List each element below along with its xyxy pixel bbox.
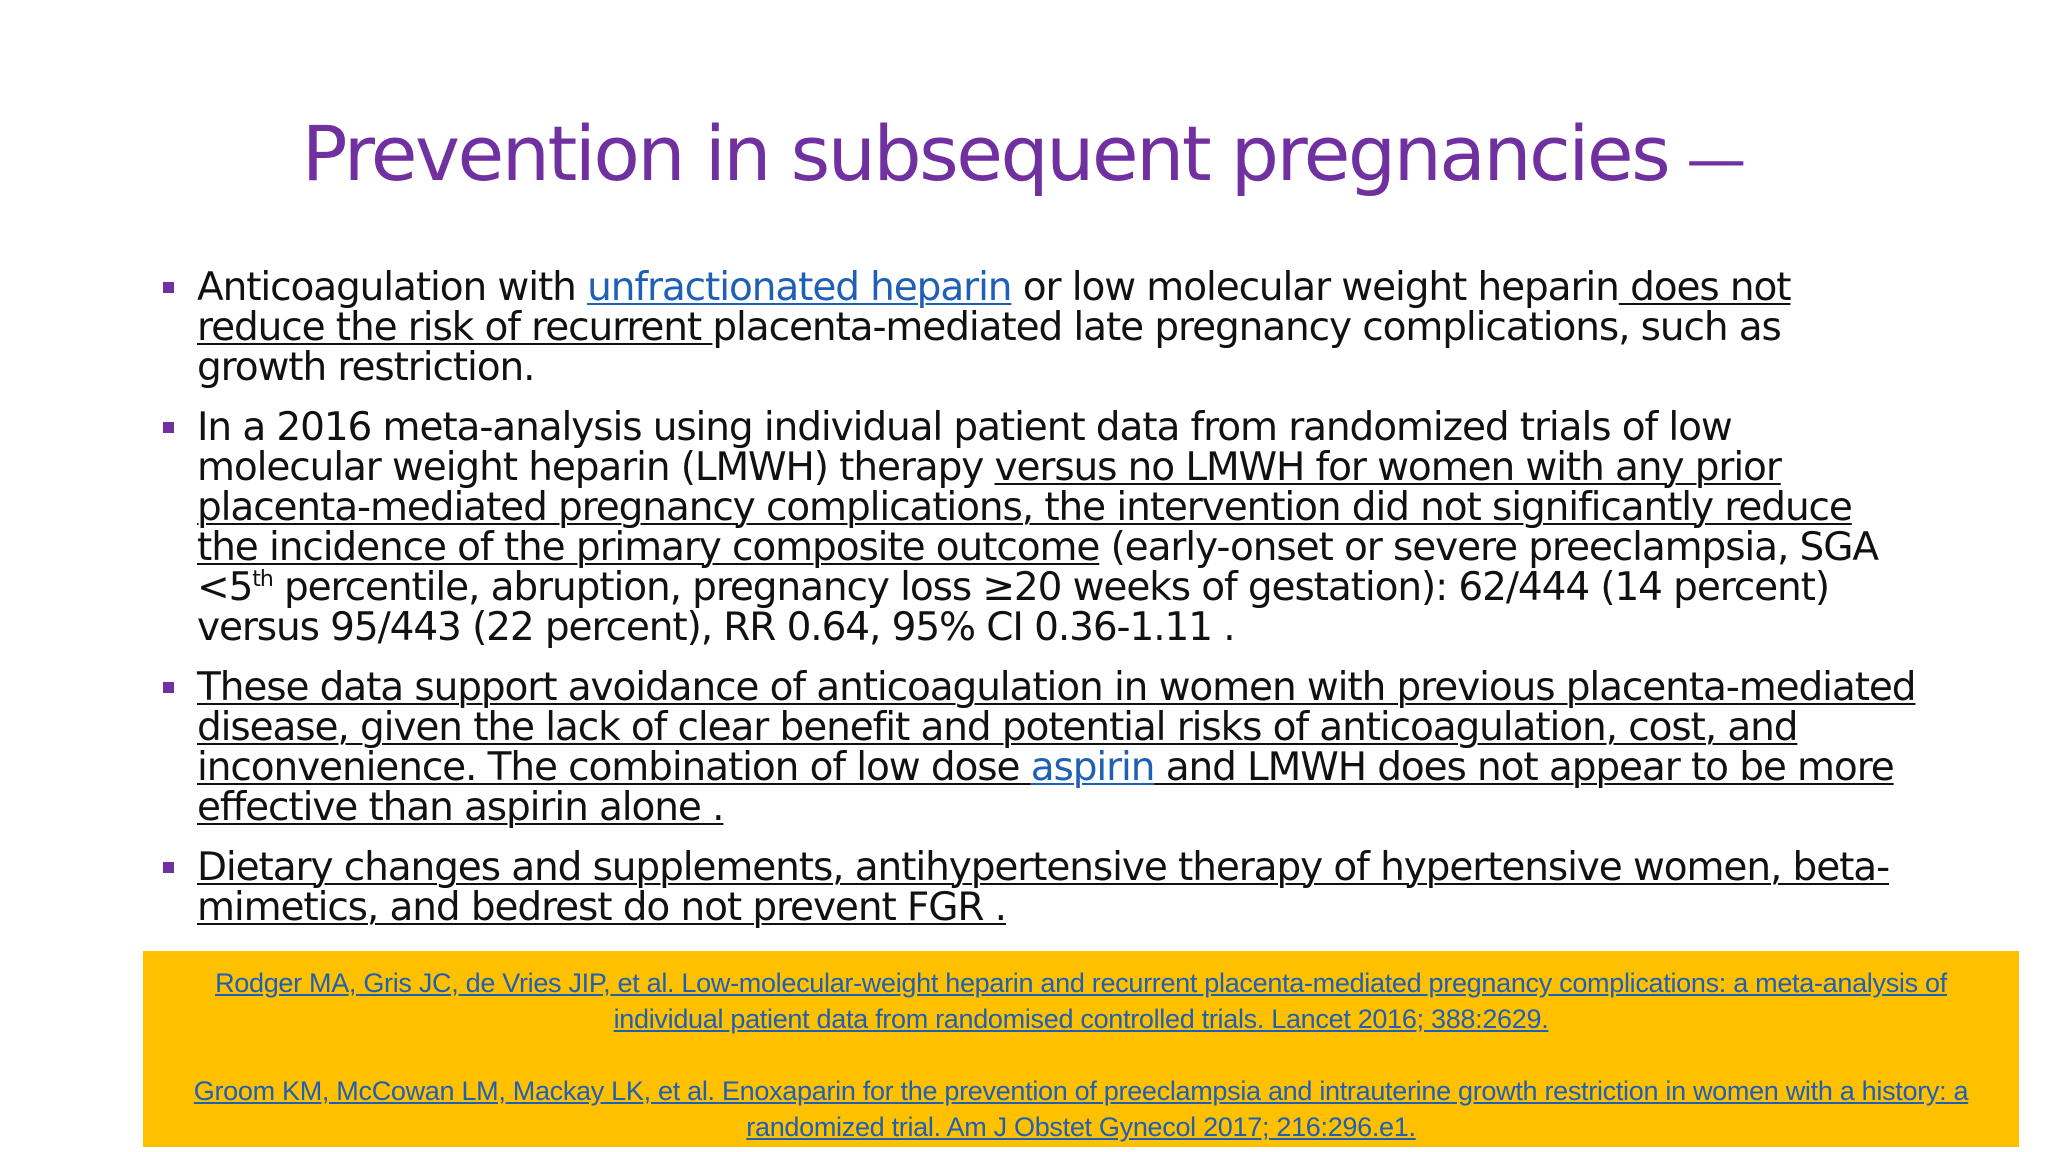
square-bullet-icon xyxy=(163,862,174,873)
square-bullet-icon xyxy=(163,422,174,433)
bullet-segment-underlined: These data support avoidance of anticoagulation in women with previous placenta-mediated disease, given the lack of clear benefit and potential risks of anticoagulation, cost, and inconvenience. The combination of low dose xyxy=(197,665,1916,790)
slide-title xyxy=(0,108,2048,199)
bullet-item xyxy=(160,845,1920,930)
bullet-segment-underlined: versus no LMWH for women with any prior placenta-mediated pregnancy complications, the intervention did not significantly reduce the incidence of the primary composite outcome xyxy=(197,445,1852,570)
reference-link-rodger[interactable]: Rodger MA, Gris JC, de Vries JIP, et al. Low-molecular-weight heparin and recurrent placenta-mediated pregnancy complications: a meta-analysis of individual patient data from randomised controlled trials. Lancet 2016; 388:2629. xyxy=(215,968,1947,1034)
bullet-text xyxy=(197,265,1790,390)
reference-link-groom[interactable]: Groom KM, McCowan LM, Mackay LK, et al. Enoxaparin for the prevention of preeclampsia and intrauterine growth restriction in women with a history: a randomized trial. Am J Obstet Gynecol 2017; 216:296.e1. xyxy=(193,1076,1969,1142)
aspirin-link[interactable]: aspirin xyxy=(1030,745,1155,790)
bullet-segment: (early-onset or severe preeclampsia, SGA <5 xyxy=(197,525,1878,610)
bullet-segment: Anticoagulation with xyxy=(197,265,588,310)
unfractionated-heparin-link[interactable]: unfractionated heparin xyxy=(587,265,1012,310)
bullet-segment-underlined: and LMWH does not appear to be more effective than aspirin alone . xyxy=(197,745,1894,830)
bullet-item xyxy=(160,665,1920,830)
bullet-segment-underlined: does not reduce the risk of recurrent xyxy=(197,265,1791,350)
slide-title-text: Prevention in subsequent pregnancies xyxy=(301,109,1669,198)
bullet-text xyxy=(197,845,1889,930)
bullet-segment: or low molecular weight heparin xyxy=(1011,265,1619,310)
bullet-list xyxy=(160,265,1920,948)
bullet-segment: placenta-mediated late pregnancy complications, such as growth restriction. xyxy=(197,305,1781,390)
bullet-segment: percentile, abruption, pregnancy loss ≥20 weeks of gestation): 62/444 (14 percent) versus 95/443 (22 percent), RR 0.64, 95% CI 0.36-1.11 . xyxy=(197,565,1829,650)
bullet-segment-underlined: Dietary changes and supplements, antihypertensive therapy of hypertensive women, beta-mimetics, and bedrest do not prevent FGR . xyxy=(197,845,1890,930)
bullet-item xyxy=(160,265,1920,390)
bullet-text xyxy=(197,665,1915,830)
reference-box xyxy=(143,951,2019,1147)
bullet-segment: In a 2016 meta-analysis using individual patient data from randomized trials of low molecular weight heparin (LMWH) therapy xyxy=(197,405,1732,490)
square-bullet-icon xyxy=(163,682,174,693)
bullet-item xyxy=(160,405,1920,650)
bullet-text xyxy=(197,405,1878,650)
superscript-th: th xyxy=(252,567,273,592)
title-dash: — xyxy=(1686,125,1747,195)
square-bullet-icon xyxy=(163,282,174,293)
